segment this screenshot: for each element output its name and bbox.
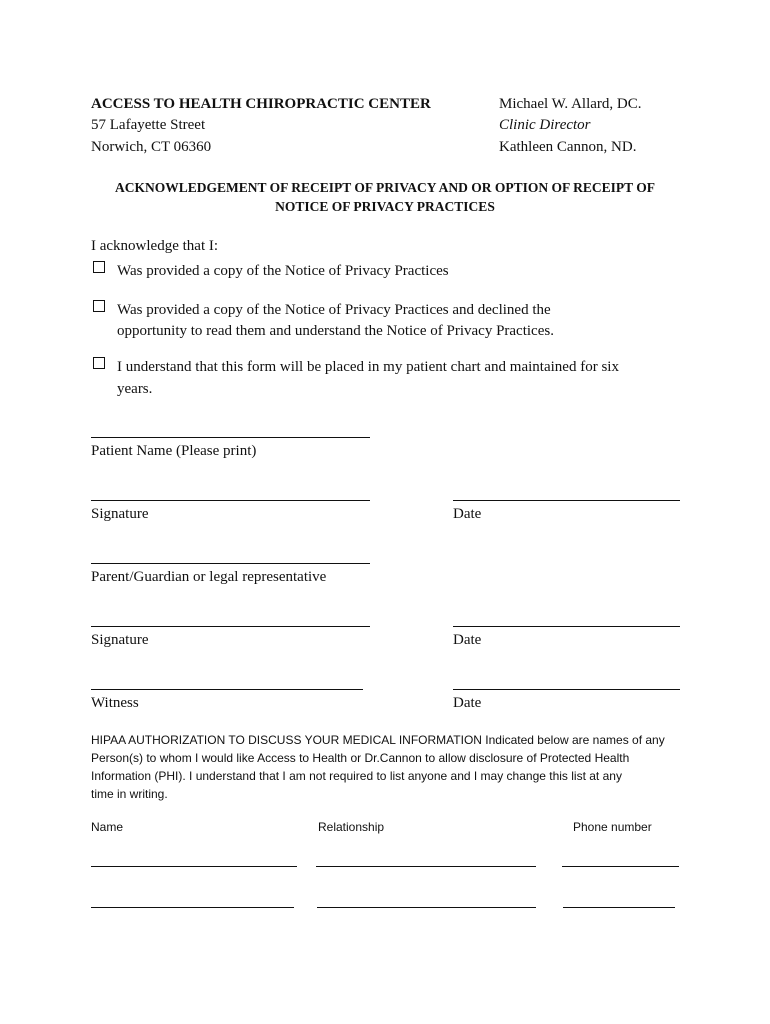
acknowledge-intro: I acknowledge that I:	[91, 238, 219, 254]
doctor-title: Clinic Director	[499, 117, 591, 133]
form-title-line1: ACKNOWLEDGEMENT OF RECEIPT OF PRIVACY AND OR OPTION OF RECEIPT OF	[114, 180, 656, 195]
checkbox-chart-understand[interactable]	[93, 357, 105, 369]
col-header-relationship: Relationship	[318, 820, 385, 834]
hipaa-line3: Information (PHI). I understand that I am not required to list anyone and I may change this list at any	[91, 769, 622, 783]
row1-relationship-line[interactable]	[316, 866, 536, 867]
guardian-line[interactable]	[91, 563, 370, 564]
hipaa-line1: HIPAA AUTHORIZATION TO DISCUSS YOUR MEDICAL INFORMATION Indicated below are names of any	[91, 733, 665, 747]
date2-label: Date	[453, 632, 482, 648]
row2-relationship-line[interactable]	[317, 907, 536, 908]
date3-label: Date	[453, 695, 482, 711]
signature2-line[interactable]	[91, 626, 370, 627]
row2-phone-line[interactable]	[563, 907, 675, 908]
date2-line[interactable]	[453, 626, 680, 627]
col-header-name: Name	[91, 820, 124, 834]
col-header-phone: Phone number	[573, 820, 652, 834]
row2-name-line[interactable]	[91, 907, 294, 908]
signature2-label: Signature	[91, 632, 149, 648]
hipaa-line2: Person(s) to whom I would like Access to Health or Dr.Cannon to allow disclosure of Protected Health	[91, 751, 630, 765]
witness-line[interactable]	[91, 689, 363, 690]
signature1-label: Signature	[91, 506, 149, 522]
patient-name-line[interactable]	[91, 437, 370, 438]
form-title-line2: NOTICE OF PRIVACY PRACTICES	[275, 199, 495, 214]
ack-item-2-line1: Was provided a copy of the Notice of Privacy Practices and declined the	[117, 302, 551, 318]
ack-item-2-line2: opportunity to read them and understand the Notice of Privacy Practices.	[117, 323, 554, 339]
ack-item-1-text: Was provided a copy of the Notice of Privacy Practices	[117, 263, 449, 279]
hipaa-line4: time in writing.	[91, 787, 168, 801]
ack-item-3-line2: years.	[117, 381, 153, 397]
signature1-line[interactable]	[91, 500, 370, 501]
date1-line[interactable]	[453, 500, 680, 501]
date3-line[interactable]	[453, 689, 680, 690]
checkbox-notice-declined[interactable]	[93, 300, 105, 312]
second-doctor: Kathleen Cannon, ND.	[499, 139, 637, 155]
checkbox-notice-provided[interactable]	[93, 261, 105, 273]
clinic-street: 57 Lafayette Street	[91, 117, 206, 133]
witness-label: Witness	[91, 695, 139, 711]
guardian-label: Parent/Guardian or legal representative	[91, 569, 327, 585]
ack-item-3-line1: I understand that this form will be placed in my patient chart and maintained for six	[117, 359, 619, 375]
clinic-city: Norwich, CT 06360	[91, 139, 212, 155]
row1-phone-line[interactable]	[562, 866, 679, 867]
date1-label: Date	[453, 506, 482, 522]
doctor-name: Michael W. Allard, DC.	[499, 96, 642, 112]
row1-name-line[interactable]	[91, 866, 297, 867]
clinic-name: ACCESS TO HEALTH CHIROPRACTIC CENTER	[91, 96, 431, 112]
patient-name-label: Patient Name (Please print)	[91, 443, 257, 459]
